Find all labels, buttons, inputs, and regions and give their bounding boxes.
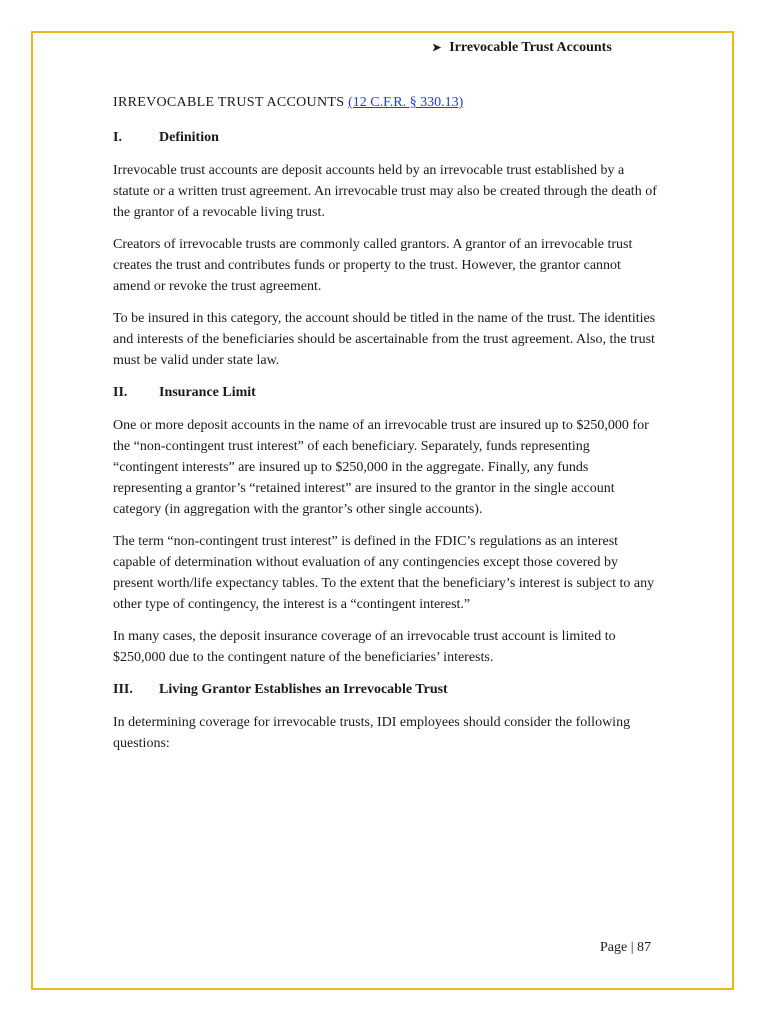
citation-link[interactable]: (12 C.F.R. § 330.13)	[348, 95, 464, 110]
running-header	[432, 40, 612, 56]
arrow-bullet-icon: ➤	[432, 41, 442, 54]
section-number: I.	[113, 130, 122, 145]
section-title: Living Grantor Establishes an Irrevocable Trust	[159, 682, 448, 697]
document-title	[113, 92, 658, 113]
paragraph: One or more deposit accounts in the name of an irrevocable trust are insured up to $250,000 for the “non-contingent trust interest” of each beneficiary. Separately, funds representing “contingent interests” are insured up to $250,000 in the aggregate. Finally, any funds representing a grantor’s “retained interest” are insured to the grantor in the single account category (in aggregation with the grantor’s other single accounts).	[113, 418, 649, 517]
paragraph: The term “non-contingent trust interest” is defined in the FDIC’s regulations as an interest capable of determination without evaluation of any contingencies except those covered by present worth/life expectancy tables. To the extent that the beneficiary’s interest is subject to any other type of contingency, the interest is a “contingent interest.”	[113, 534, 655, 612]
section-title: Insurance Limit	[159, 385, 256, 400]
page-number: Page | 87	[600, 940, 652, 955]
paragraph: Irrevocable trust accounts are deposit accounts held by an irrevocable trust established by a statute or a written trust agreement. An irrevocable trust may also be created through the death of the grantor of a revocable living trust.	[113, 163, 657, 220]
running-header-title: Irrevocable Trust Accounts	[449, 40, 612, 55]
section-heading	[113, 127, 658, 148]
title-text: IRREVOCABLE TRUST ACCOUNTS	[113, 95, 345, 110]
section-heading	[113, 679, 658, 700]
section-heading	[113, 382, 658, 403]
paragraph: In many cases, the deposit insurance coverage of an irrevocable trust account is limited to $250,000 due to the contingent nature of the beneficiaries’ interests.	[113, 629, 616, 665]
paragraph: To be insured in this category, the account should be titled in the name of the trust. The identities and interests of the beneficiaries should be ascertainable from the trust agreement. Also, the trust must be valid under state law.	[113, 311, 656, 368]
paragraph: In determining coverage for irrevocable trusts, IDI employees should consider the following questions:	[113, 715, 631, 751]
section-title: Definition	[159, 130, 219, 145]
document-body	[113, 92, 658, 765]
section-number: III.	[113, 682, 133, 697]
paragraph: Creators of irrevocable trusts are commonly called grantors. A grantor of an irrevocable trust creates the trust and contributes funds or property to the trust. However, the grantor cannot amend or revoke the trust agreement.	[113, 237, 633, 294]
section-number: II.	[113, 385, 128, 400]
